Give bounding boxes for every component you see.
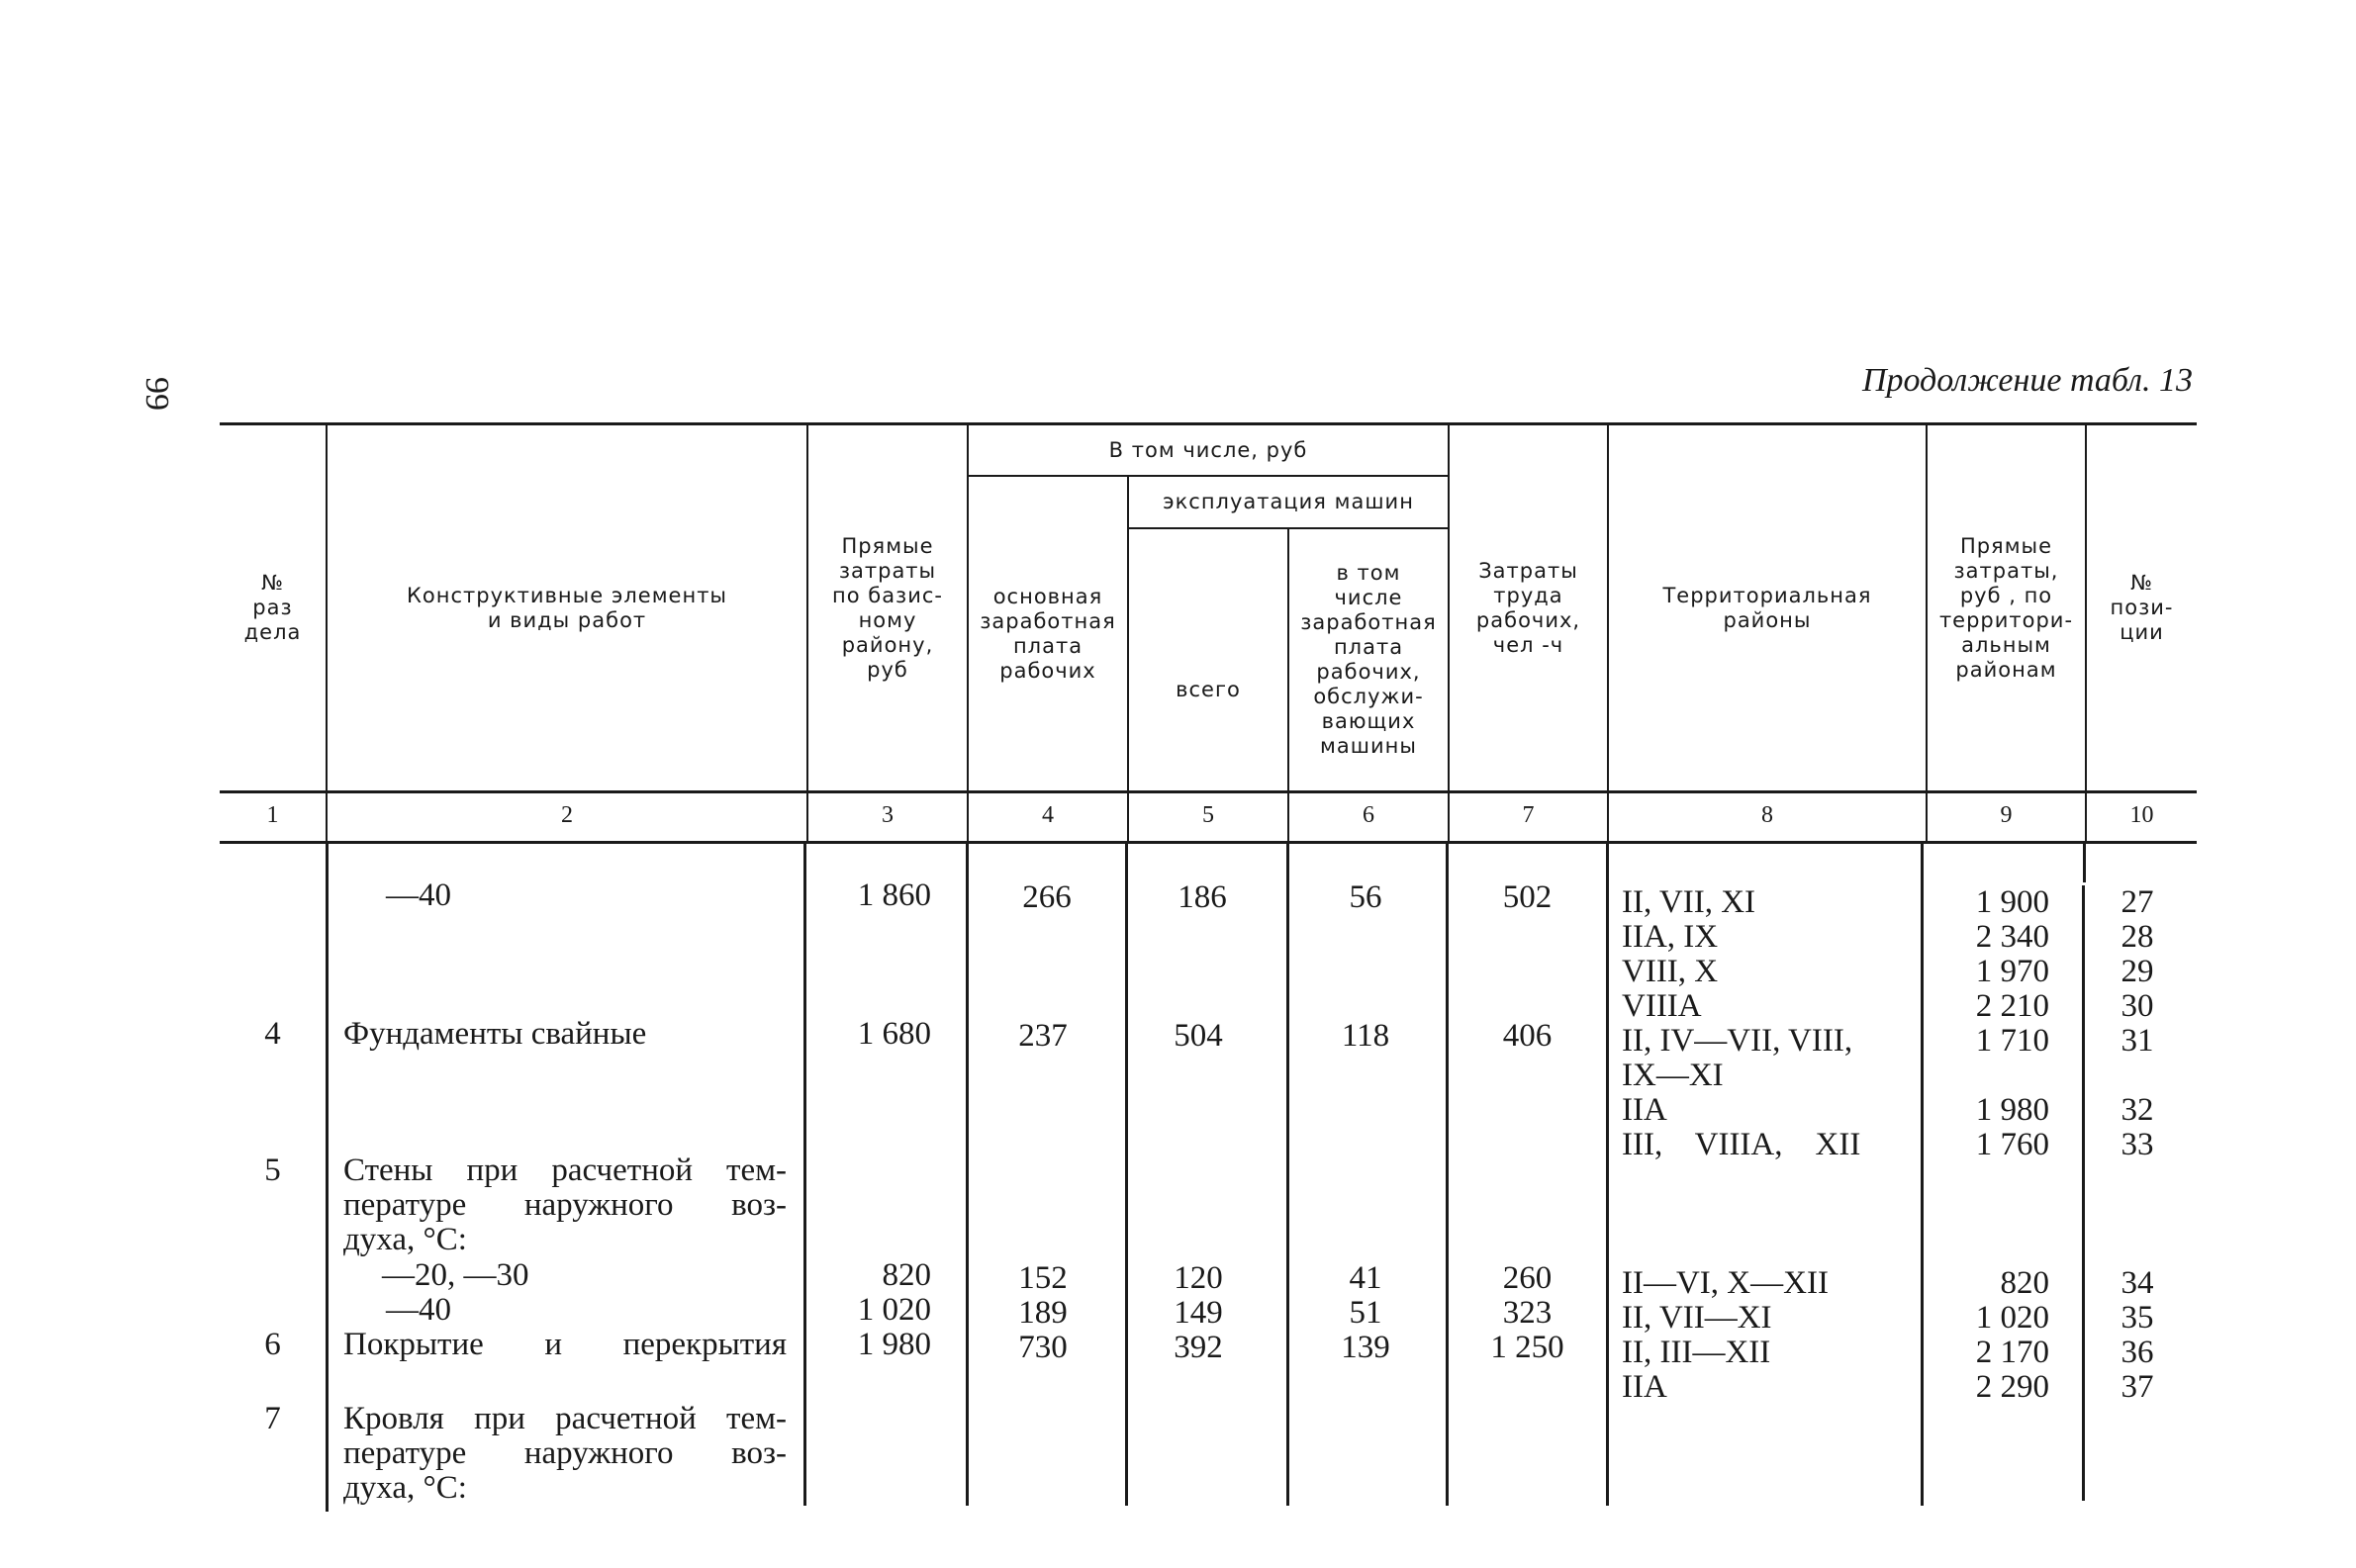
region-cost-value: 820 [2000,1265,2049,1301]
machines-total-value: 392 [1174,1330,1223,1365]
header-machines-total: всего [1176,677,1241,701]
column-number: 6 [1363,802,1374,828]
wage-value: 189 [1018,1295,1068,1331]
column-number: 5 [1202,802,1214,828]
region-entry: IIA, IX [1622,919,1719,955]
wage-value: 152 [1018,1260,1068,1296]
region-cost-value: 2 290 [1975,1369,2049,1405]
region-entry: II—VI, X—XII [1622,1265,1829,1301]
region-entry: IX—XI [1622,1058,1724,1093]
position-number: 34 [2120,1265,2154,1301]
labor-value: 406 [1502,1018,1553,1054]
body-divider-1 [326,843,329,1512]
section-number: 6 [264,1327,281,1362]
header-direct-costs-regions: Прямые затраты, руб , по территори- альным районам [1938,533,2074,682]
region-cost-value: 2 210 [1975,988,2049,1024]
region-entry: IIA [1622,1369,1667,1405]
column-number: 8 [1761,802,1773,828]
region-cost-value: 1 760 [1975,1127,2049,1162]
header-machine-operation: эксплуатация машин [1163,490,1414,513]
wage-value: 266 [1022,879,1072,915]
work-item-line: Кровля при расчетной тем- [343,1401,787,1436]
body-divider-2 [803,843,806,1506]
column-number: 4 [1042,802,1054,828]
body-divider-9 [2083,843,2086,882]
work-item-line: пературе наружного воз- [343,1435,787,1471]
body-divider-4 [1125,843,1128,1506]
work-item: Покрытие и перекрытия [343,1327,787,1362]
machines-total-value: 120 [1174,1260,1223,1296]
work-item-line: Стены при расчетной тем- [343,1153,787,1188]
region-cost-value: 2 340 [1975,919,2049,955]
header-bottom-rule [220,790,2197,793]
position-number: 32 [2120,1092,2154,1128]
region-entry: II, III—XII [1622,1335,1771,1370]
column-number: 10 [2129,802,2154,828]
labor-value: 1 250 [1490,1330,1564,1365]
header-direct-costs-base: Прямые затраты по базис- ному району, руб [831,533,943,682]
column-number: 1 [266,802,279,828]
region-entry: VIIIA [1622,988,1702,1024]
work-item-line: духа, °С: [343,1222,467,1257]
column-numbers-bottom-rule [220,841,2197,844]
position-number: 28 [2120,919,2154,955]
section-number: 5 [264,1153,281,1188]
labor-value: 502 [1502,879,1553,915]
position-number: 36 [2120,1335,2154,1370]
body-divider-10 [2082,885,2085,1501]
direct-cost-value: 1 020 [857,1292,931,1328]
column-number: 9 [2000,802,2013,828]
column-number: 3 [882,802,894,828]
table-caption: Продолжение табл. 13 [1861,362,2193,399]
body-divider-5 [1286,843,1289,1506]
region-cost-value: 1 980 [1975,1092,2049,1128]
position-number: 35 [2120,1300,2154,1336]
labor-value: 260 [1502,1260,1553,1296]
header-labor-costs: Затраты труда рабочих, чел -ч [1475,558,1581,657]
machines-total-value: 149 [1174,1295,1223,1331]
work-item-line: пературе наружного воз- [343,1187,787,1223]
header-group-including: В том числе, руб [1108,437,1308,462]
region-cost-value: 1 710 [1975,1023,2049,1059]
region-cost-value: 1 900 [1975,884,2049,920]
work-item: —20, —30 [382,1257,529,1293]
region-cost-value: 1 970 [1975,954,2049,989]
page-number: 99 [139,377,175,411]
region-entry: III, VIIIA, XII [1622,1127,1861,1162]
position-number: 30 [2120,988,2154,1024]
machines-wage-value: 51 [1349,1295,1382,1331]
column-number: 2 [561,802,573,828]
machines-wage-value: 56 [1349,879,1382,915]
region-entry: II, VII, XI [1622,884,1756,920]
header-base-wage: основная заработная плата рабочих [980,584,1116,683]
position-number: 33 [2120,1127,2154,1162]
wage-value: 730 [1018,1330,1068,1365]
machines-wage-value: 41 [1349,1260,1382,1296]
section-number: 7 [264,1401,281,1436]
machines-total-value: 504 [1174,1018,1223,1054]
position-number: 29 [2120,954,2154,989]
region-entry: II, VII—XI [1622,1300,1772,1336]
body-divider-3 [966,843,969,1506]
region-cost-value: 2 170 [1975,1335,2049,1370]
direct-cost-value: 1 980 [857,1327,931,1362]
header-work-types: Конструктивные элементы и виды работ [406,583,728,632]
labor-value: 323 [1502,1295,1553,1331]
region-entry: II, IV—VII, VIII, [1622,1023,1853,1059]
header-section-number: № раз дела [243,571,302,644]
body-divider-6 [1446,843,1449,1506]
section-number: 4 [264,1016,281,1052]
machines-wage-value: 118 [1341,1018,1390,1054]
header-territorial-regions: Территориальная районы [1662,583,1872,632]
work-item: —40 [386,1292,451,1328]
work-item-line: духа, °С: [343,1470,467,1506]
wage-value: 237 [1018,1018,1068,1054]
region-cost-value: 1 020 [1975,1300,2049,1336]
body-divider-7 [1606,843,1609,1506]
region-entry: IIA [1622,1092,1667,1128]
direct-cost-value: 1 680 [857,1016,931,1052]
position-number: 31 [2120,1023,2154,1059]
header-position-number: № пози- ции [2110,571,2174,644]
region-entry: VIII, X [1622,954,1719,989]
work-item: —40 [386,877,451,913]
direct-cost-value: 820 [882,1257,931,1293]
machines-wage-value: 139 [1341,1330,1390,1365]
direct-cost-value: 1 860 [857,877,931,913]
column-number: 7 [1522,802,1535,828]
machines-total-value: 186 [1178,879,1227,915]
position-number: 37 [2120,1369,2154,1405]
position-number: 27 [2120,884,2154,920]
work-item: Фундаменты свайные [343,1016,647,1052]
header-machines-wage: в том числе заработная плата рабочих, обслужи- вающих машины [1300,561,1437,758]
